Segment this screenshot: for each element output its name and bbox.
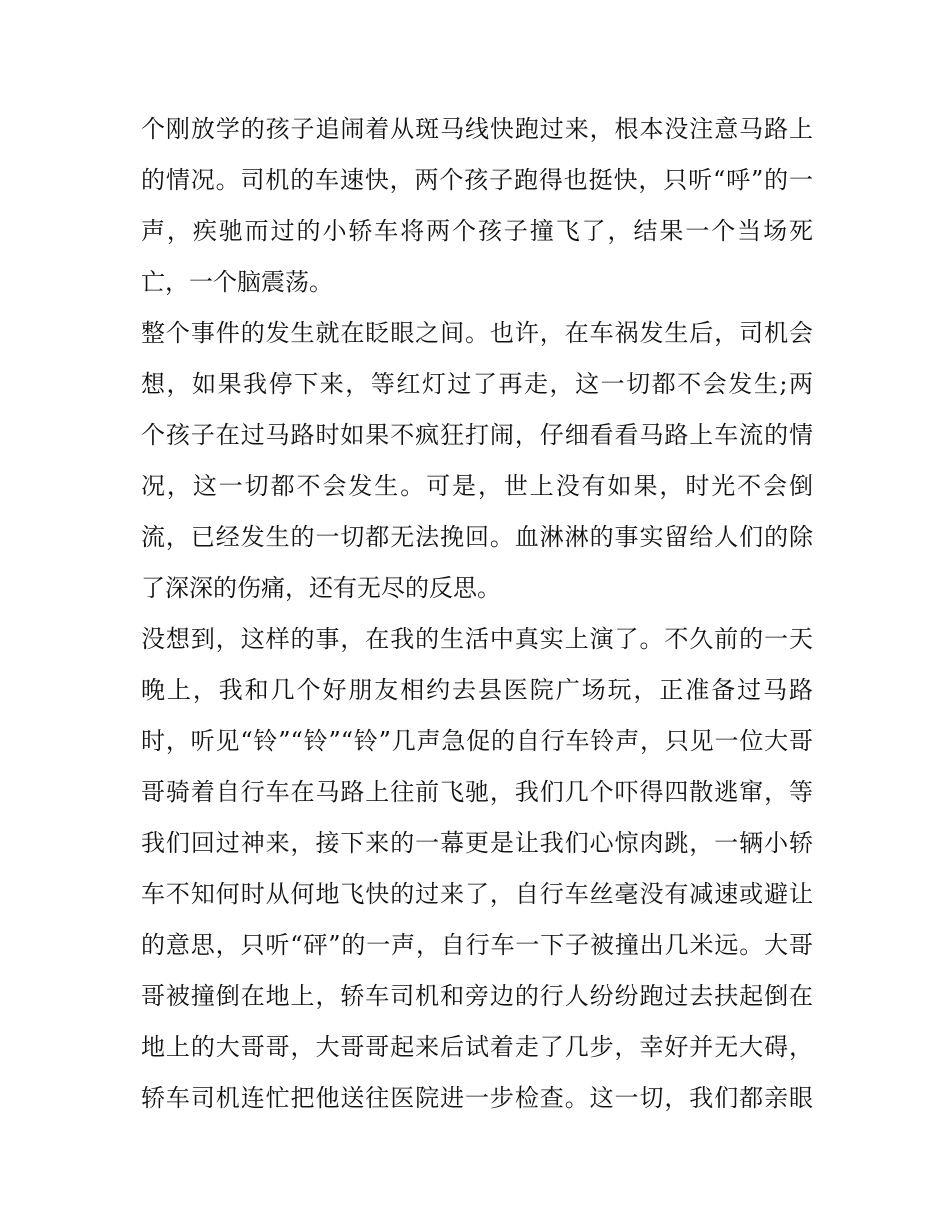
body-text <box>141 104 813 1124</box>
text-line: 哥骑着自行车在马路上往前飞驰，我们几个吓得四散逃窜，等 <box>141 778 813 806</box>
text-line: 的意思，只听“砰”的一声，自行车一下子被撞出几米远。大哥 <box>141 931 813 959</box>
text-line: 地上的大哥哥，大哥哥起来后试着走了几步，幸好并无大碍， <box>141 1033 813 1061</box>
text-line: 个刚放学的孩子追闹着从斑马线快跑过来，根本没注意马路上 <box>141 115 813 143</box>
text-line: 个孩子在过马路时如果不疯狂打闹，仔细看看马路上车流的情 <box>141 421 813 449</box>
paragraph-start-line: 整个事件的发生就在眨眼之间。也许，在车祸发生后，司机会 <box>141 319 813 347</box>
text-line: 想，如果我停下来，等红灯过了再走，这一切都不会发生;两 <box>141 370 813 398</box>
text-line: 哥被撞倒在地上，轿车司机和旁边的行人纷纷跑过去扶起倒在 <box>141 982 813 1010</box>
text-line: 车不知何时从何地飞快的过来了，自行车丝毫没有减速或避让 <box>141 880 813 908</box>
text-line: 况，这一切都不会发生。可是，世上没有如果，时光不会倒 <box>141 472 813 500</box>
paragraph-end-line: 了深深的伤痛，还有无尽的反思。 <box>141 574 501 602</box>
paragraph-start-line: 没想到，这样的事，在我的生活中真实上演了。不久前的一天 <box>141 625 813 653</box>
text-line: 时，听见“铃”“铃”“铃”几声急促的自行车铃声，只见一位大哥 <box>141 727 813 755</box>
paragraph-end-line: 亡，一个脑震荡。 <box>141 268 333 296</box>
text-line: 晚上，我和几个好朋友相约去县医院广场玩，正准备过马路 <box>141 676 813 704</box>
text-line: 轿车司机连忙把他送往医院进一步检查。这一切，我们都亲眼 <box>141 1084 813 1112</box>
text-line: 的情况。司机的车速快，两个孩子跑得也挺快，只听“呼”的一 <box>141 166 813 194</box>
text-line: 流，已经发生的一切都无法挽回。血淋淋的事实留给人们的除 <box>141 523 813 551</box>
text-line: 我们回过神来，接下来的一幕更是让我们心惊肉跳，一辆小轿 <box>141 829 813 857</box>
text-line: 声，疾驰而过的小轿车将两个孩子撞飞了，结果一个当场死 <box>141 217 813 245</box>
